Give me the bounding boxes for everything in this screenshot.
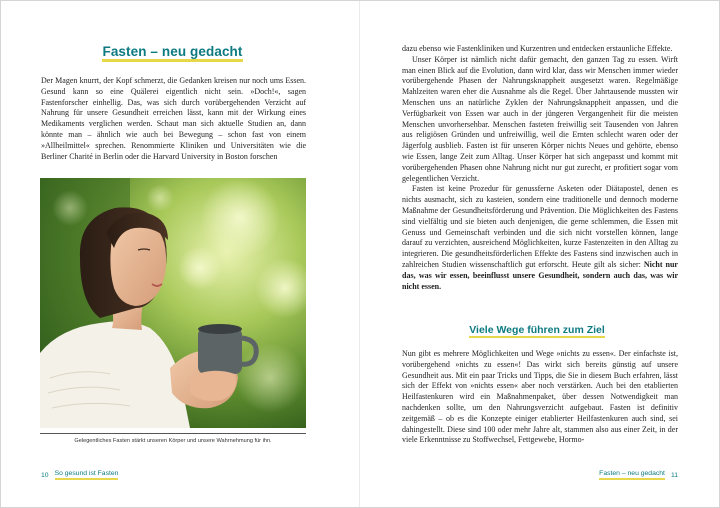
right-top-text	[402, 44, 678, 292]
photo-caption: Gelegentliches Fasten stärkt unseren Körper und unsere Wahrnehmung für ihn.	[40, 433, 306, 444]
left-footer	[41, 470, 118, 480]
bold-statement: Nicht nur das, was wir essen, beeinflusst unsere Gesundheit, sondern auch das, was wir nicht essen.	[402, 259, 678, 291]
page-number-right: 11	[670, 471, 678, 479]
right-footer	[599, 470, 678, 480]
intro-text	[41, 76, 306, 162]
paragraph: dazu ebenso wie Fastenkliniken und Kurzentren und entdecken erstaunliche Effekte.	[402, 44, 673, 53]
paragraph: Unser Körper ist nämlich nicht dafür gemacht, den ganzen Tag zu essen. Wirft man einen Blick auf die Evolution, dann wird klar, dass wir Menschen immer wieder vorübergehende Phasen der Nahrungsknappheit ausgesetzt waren. Regelmäßige Mahlzeiten waren eher die Ausnahme als die Regel. Über Jahrtausende mussten wir Menschen uns an natürliche Zyklen der Nahrungsknappheit anpassen, und die Verfügbarkeit von Essen war auch in der jüngeren Vergangenheit für die meisten Menschen unvorhersehbar. Menschen fasteten freiwillig seit Tausenden von Jahren aus religiösen Gründen und unfreiwillig, weil die Ernten schlecht waren oder der Jägerfolg ausblieb. Fasten ist für unseren Körper nichts Neues und gehörte, ebenso wie Essen, lange Zeit zum Alltag. Unser Körper hat sich angepasst und kommt mit vorübergehenden Phasen ohne Nahrung nicht nur gut zurecht, er profitiert sogar vom gelegentlichen Verzicht.	[402, 54, 678, 183]
paragraph-with-bold	[402, 184, 678, 292]
right-page	[360, 0, 720, 508]
intro-paragraph: Der Magen knurrt, der Kopf schmerzt, die Gedanken kreisen nur noch ums Essen. Gesund kann so eine Quälerei eigentlich nicht sein. »Doch!«, sagen Fastenforscher einhellig. Das, was sich durch vorübergehenden Verzicht auf Nahrung für unsere Gesundheit erreichen lässt, kann mit der Wirkung eines Medikaments verglichen werden. Schaut man sich aktuelle Studien an, dann könnte man – ähnlich wie auch bei Bewegung – schon fast von einem »Allheilmittel« sprechen. Renommierte Kliniken und Universitäten wie die Berliner Charité in Berlin oder die Harvard University in Boston forschen	[41, 76, 306, 161]
page-number-left: 10	[41, 471, 49, 479]
photo-illustration	[40, 178, 306, 428]
woman-with-cup-photo	[40, 178, 306, 428]
paragraph: Nun gibt es mehrere Möglichkeiten und Wege »nichts zu essen«. Der einfachste ist, vorübergehend »nichts zu essen«! Das wirkt sich bereits günstig auf unsere Gesundheit aus. Mit ein paar Tricks und Tipps, die Sie in diesem Buch erfahren, lässt sich der Effekt von »nichts essen« aber noch verstärken. Auch bei den etablierten Heilfastenkuren wird ein Maßnahmenpaket, über dessen Notwendigkeit man nachdenken sollte, um den Nahrungsverzicht aufgebaut. Fasten ist definitiv zeitgemäß – ob es die Konzepte einiger etablierter Heilfastenkuren auch sind, sei dahingestellt. Diese sind 100 oder mehr Jahre alt, stammen also aus einer Zeit, in der viele Erkenntnisse zu Stoffwechsel, Fettgewebe, Hormo-	[402, 349, 678, 445]
right-bottom-text	[402, 349, 678, 446]
chapter-title: Fasten – neu gedacht	[40, 44, 305, 59]
running-head-right: Fasten – neu gedacht	[599, 470, 665, 480]
section-subtitle: Viele Wege führen zum Ziel	[469, 324, 605, 336]
paragraph-lead: Fasten ist keine Prozedur für genussferne Asketen oder Diätapostel, denen es nichts ausmacht, sich zu kasteien, sondern eine traditionelle und dennoch moderne Maßnahme der Gesundheitsförderung und Prävention. Die Möglichkeiten des Fastens sind vielfältig und sie bieten auch denjenigen, die gerne schlemmen, die Essen mit Genuss und Gemeinschaft verbinden und die sich nicht vorstellen können, lange darauf zu verzichten, ausreichend Möglichkeiten, kurze Fastenzeiten in den Alltag zu integrieren. Die gesundheitsförderlichen Effekte des Fastens sind inzwischen auch in zahlreichen Studien wissenschaftlich gut erforscht. Heute gilt als sicher:	[402, 184, 678, 269]
running-head-left: So gesund ist Fasten	[55, 470, 119, 480]
